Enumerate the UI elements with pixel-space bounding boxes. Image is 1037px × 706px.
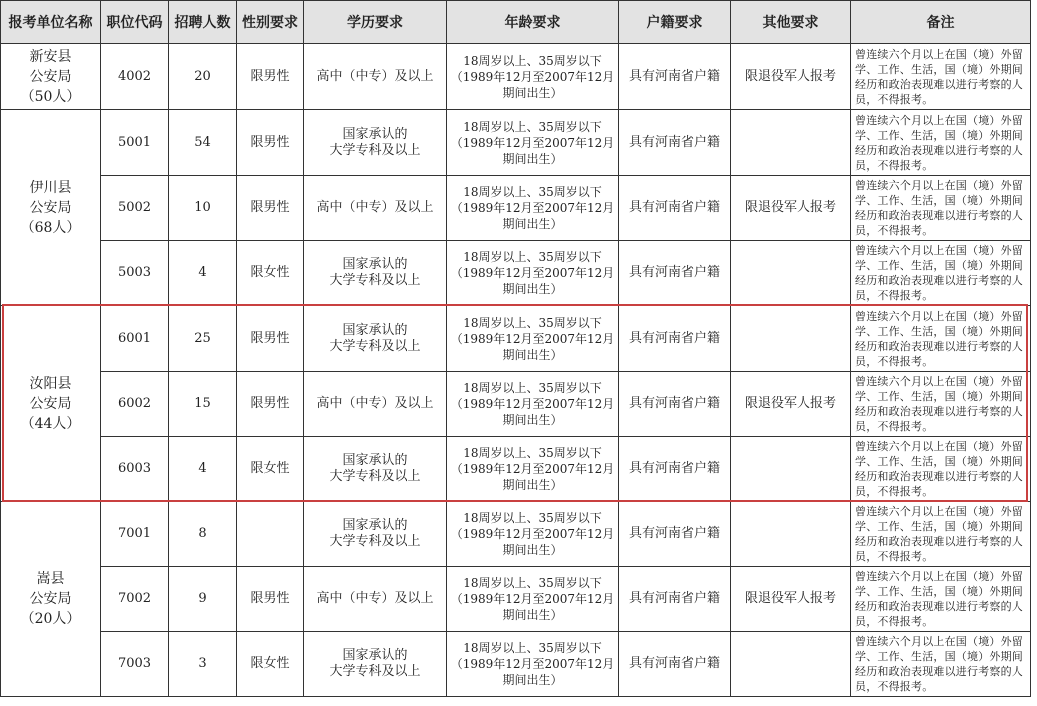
residence-requirement: 具有河南省户籍 (619, 502, 731, 567)
position-code: 4002 (101, 44, 169, 110)
headcount: 25 (169, 306, 237, 372)
table-row (1, 372, 1031, 437)
residence-requirement: 具有河南省户籍 (619, 437, 731, 502)
other-requirement: 限退役军人报考 (731, 567, 851, 632)
position-code: 5002 (101, 176, 169, 241)
position-code: 6002 (101, 372, 169, 437)
header-education: 学历要求 (304, 1, 447, 44)
headcount: 4 (169, 241, 237, 306)
note-cell: 曾连续六个月以上在国（境）外留学、工作、生活，国（境）外期间经历和政治表现难以进行考察的人员，不得报考。 (851, 372, 1031, 437)
age-requirement: 18周岁以上、35周岁以下 （1989年12月至2007年12月 期间出生） (447, 110, 619, 176)
other-requirement (731, 502, 851, 567)
gender-requirement: 限女性 (237, 437, 304, 502)
other-requirement (731, 110, 851, 176)
other-requirement: 限退役军人报考 (731, 44, 851, 110)
headcount: 4 (169, 437, 237, 502)
age-requirement: 18周岁以上、35周岁以下 （1989年12月至2007年12月 期间出生） (447, 632, 619, 697)
table-row (1, 632, 1031, 697)
education-requirement: 高中（中专）及以上 (304, 372, 447, 437)
position-code: 5003 (101, 241, 169, 306)
headcount: 9 (169, 567, 237, 632)
header-count: 招聘人数 (169, 1, 237, 44)
note-cell: 曾连续六个月以上在国（境）外留学、工作、生活，国（境）外期间经历和政治表现难以进行考察的人员，不得报考。 (851, 567, 1031, 632)
table-row (1, 44, 1031, 110)
unit-name-cell: 嵩县 公安局 （20人） (1, 502, 101, 697)
headcount: 8 (169, 502, 237, 567)
gender-requirement (237, 502, 304, 567)
header-note: 备注 (851, 1, 1031, 44)
education-requirement: 国家承认的 大学专科及以上 (304, 632, 447, 697)
table-row (1, 176, 1031, 241)
note-cell: 曾连续六个月以上在国（境）外留学、工作、生活，国（境）外期间经历和政治表现难以进行考察的人员，不得报考。 (851, 632, 1031, 697)
age-requirement: 18周岁以上、35周岁以下 （1989年12月至2007年12月 期间出生） (447, 44, 619, 110)
unit-name-cell: 伊川县 公安局 （68人） (1, 110, 101, 306)
other-requirement (731, 306, 851, 372)
header-code: 职位代码 (101, 1, 169, 44)
age-requirement: 18周岁以上、35周岁以下 （1989年12月至2007年12月 期间出生） (447, 437, 619, 502)
note-cell: 曾连续六个月以上在国（境）外留学、工作、生活，国（境）外期间经历和政治表现难以进行考察的人员，不得报考。 (851, 241, 1031, 306)
education-requirement: 高中（中专）及以上 (304, 44, 447, 110)
age-requirement: 18周岁以上、35周岁以下 （1989年12月至2007年12月 期间出生） (447, 567, 619, 632)
gender-requirement: 限男性 (237, 372, 304, 437)
residence-requirement: 具有河南省户籍 (619, 567, 731, 632)
residence-requirement: 具有河南省户籍 (619, 176, 731, 241)
table-row (1, 306, 1031, 372)
residence-requirement: 具有河南省户籍 (619, 306, 731, 372)
table-row (1, 437, 1031, 502)
table-row (1, 567, 1031, 632)
residence-requirement: 具有河南省户籍 (619, 241, 731, 306)
header-age: 年龄要求 (447, 1, 619, 44)
gender-requirement: 限男性 (237, 306, 304, 372)
other-requirement (731, 632, 851, 697)
gender-requirement: 限男性 (237, 44, 304, 110)
position-code: 5001 (101, 110, 169, 176)
header-row (1, 1, 1031, 44)
unit-name-cell: 汝阳县 公安局 （44人） (1, 306, 101, 502)
other-requirement: 限退役军人报考 (731, 176, 851, 241)
gender-requirement: 限女性 (237, 241, 304, 306)
gender-requirement: 限男性 (237, 567, 304, 632)
headcount: 3 (169, 632, 237, 697)
position-code: 7001 (101, 502, 169, 567)
residence-requirement: 具有河南省户籍 (619, 44, 731, 110)
age-requirement: 18周岁以上、35周岁以下 （1989年12月至2007年12月 期间出生） (447, 306, 619, 372)
education-requirement: 国家承认的 大学专科及以上 (304, 241, 447, 306)
header-unit: 报考单位名称 (1, 1, 101, 44)
note-cell: 曾连续六个月以上在国（境）外留学、工作、生活，国（境）外期间经历和政治表现难以进行考察的人员，不得报考。 (851, 502, 1031, 567)
note-cell: 曾连续六个月以上在国（境）外留学、工作、生活，国（境）外期间经历和政治表现难以进行考察的人员，不得报考。 (851, 437, 1031, 502)
note-cell: 曾连续六个月以上在国（境）外留学、工作、生活，国（境）外期间经历和政治表现难以进行考察的人员，不得报考。 (851, 110, 1031, 176)
residence-requirement: 具有河南省户籍 (619, 372, 731, 437)
headcount: 54 (169, 110, 237, 176)
headcount: 20 (169, 44, 237, 110)
position-code: 7002 (101, 567, 169, 632)
education-requirement: 国家承认的 大学专科及以上 (304, 306, 447, 372)
education-requirement: 国家承认的 大学专科及以上 (304, 502, 447, 567)
note-cell: 曾连续六个月以上在国（境）外留学、工作、生活，国（境）外期间经历和政治表现难以进行考察的人员，不得报考。 (851, 176, 1031, 241)
education-requirement: 高中（中专）及以上 (304, 176, 447, 241)
gender-requirement: 限女性 (237, 632, 304, 697)
note-cell: 曾连续六个月以上在国（境）外留学、工作、生活，国（境）外期间经历和政治表现难以进行考察的人员，不得报考。 (851, 306, 1031, 372)
age-requirement: 18周岁以上、35周岁以下 （1989年12月至2007年12月 期间出生） (447, 241, 619, 306)
header-gender: 性别要求 (237, 1, 304, 44)
age-requirement: 18周岁以上、35周岁以下 （1989年12月至2007年12月 期间出生） (447, 372, 619, 437)
other-requirement: 限退役军人报考 (731, 372, 851, 437)
gender-requirement: 限男性 (237, 176, 304, 241)
residence-requirement: 具有河南省户籍 (619, 632, 731, 697)
education-requirement: 国家承认的 大学专科及以上 (304, 110, 447, 176)
gender-requirement: 限男性 (237, 110, 304, 176)
other-requirement (731, 437, 851, 502)
note-cell: 曾连续六个月以上在国（境）外留学、工作、生活，国（境）外期间经历和政治表现难以进行考察的人员，不得报考。 (851, 44, 1031, 110)
education-requirement: 高中（中专）及以上 (304, 567, 447, 632)
position-code: 6001 (101, 306, 169, 372)
table-row (1, 241, 1031, 306)
table-row (1, 502, 1031, 567)
unit-name-cell: 新安县 公安局 （50人） (1, 44, 101, 110)
table-row (1, 110, 1031, 176)
age-requirement: 18周岁以上、35周岁以下 （1989年12月至2007年12月 期间出生） (447, 502, 619, 567)
header-other: 其他要求 (731, 1, 851, 44)
age-requirement: 18周岁以上、35周岁以下 （1989年12月至2007年12月 期间出生） (447, 176, 619, 241)
other-requirement (731, 241, 851, 306)
residence-requirement: 具有河南省户籍 (619, 110, 731, 176)
position-code: 6003 (101, 437, 169, 502)
headcount: 10 (169, 176, 237, 241)
header-residence: 户籍要求 (619, 1, 731, 44)
headcount: 15 (169, 372, 237, 437)
position-code: 7003 (101, 632, 169, 697)
education-requirement: 国家承认的 大学专科及以上 (304, 437, 447, 502)
